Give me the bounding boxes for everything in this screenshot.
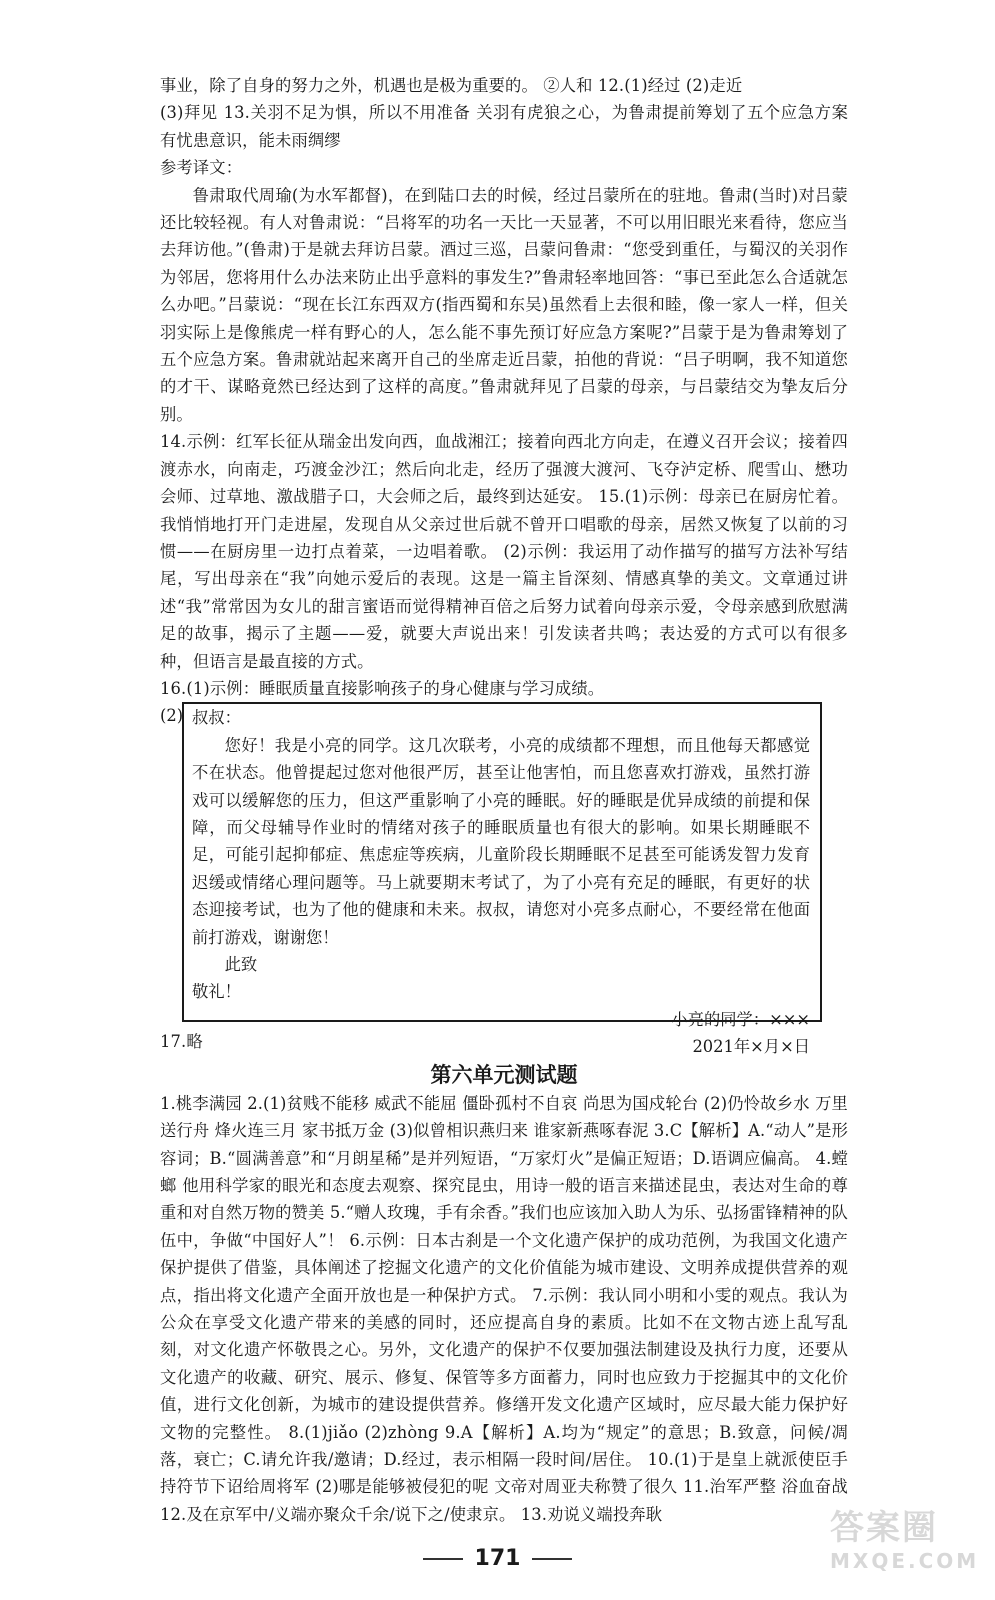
letter-box [182, 702, 822, 1057]
watermark-logo [830, 1500, 980, 1590]
letter-label: (2) [160, 706, 184, 726]
page-number: 171 [474, 1546, 521, 1571]
section-answers: 1.桃李满园 2.(1)贫贱不能移 威武不能屈 僵卧孤村不自哀 尚思为国戍轮台 (2)仍怜故乡水 万里送行舟 烽火连三月 家书抵万金 (3)似曾相识燕归来 谁家新燕啄春泥 3.C【解析】A.“动人”是形容词；B.“圆满善意”和“月朗星稀”是并列短语，“万家灯火”是偏正短语；D.语调应偏高。 4.螳螂 他用科学家的眼光和态度去观察、探究昆虫，用诗一般的语言来描述昆虫，表达对生命的尊重和对自然万物的赞美 5.“赠人玫瑰，手有余香。”我们也应该加入助人为乐、弘扬雷锋精神的队伍中，争做“中国好人”！ 6.示例：日本古刹是一个文化遗产保护的成功范例，为我国文化遗产保护提供了借鉴，具体阐述了挖掘文化遗产的文化价值能为城市建设、文明养成提供营养的观点，指出将文化遗产全面开放也是一种保护方式。 7.示例：我认同小明和小雯的观点。我认为公众在享受文化遗产带来的美感的同时，还应提高自身的素质。比如不在文物古迹上乱写乱刻，对文化遗产怀敬畏之心。另外，文化遗产的保护不仅要加强法制建设及执行力度，还要从文化遗产的收藏、研究、展示、修复、保管等多方面蓄力，同时也应致力于挖掘其中的文化价值，进行文化创新，为城市的建设提供营养。修缮开发文化遗产区域时，应尽最大能力保护好文物的完整性。 8.(1)jiǎo (2)zhòng 9.A【解析】A.均为“规定”的意思；B.致意，问候/凋落，衰亡；C.请允许我/邀请；D.经过，表示相隔一段时间/居住。 10.(1)于是皇上就派使臣手持符节下诏给周将军 (2)哪是能够被侵犯的呢 文帝对周亚夫称赞了很久 11.治军严整 浴血奋战 12.及在京军中/义端亦聚众千余/说下之/使隶京。 13.劝说义端投奔耿 [160, 1093, 848, 1524]
letter-date: 2021年×月×日 [692, 1037, 810, 1057]
answer-line-2: (3)拜见 13.关羽不足为惧，所以不用准备 关羽有虎狼之心，为鲁肃提前筹划了五个应急方案 有忧患意识，能未雨绸缪 [160, 103, 848, 150]
reference-translation: 鲁肃取代周瑜(为水军都督)，在到陆口去的时候，经过吕蒙所在的驻地。鲁肃(当时)对吕蒙还比较轻视。有人对鲁肃说：“吕将军的功名一天比一天显著，不可以用旧眼光来看待，您应当去拜访他。”(鲁肃)于是就去拜访吕蒙。酒过三巡，吕蒙问鲁肃：“您受到重任，与蜀汉的关羽作为邻居，您将用什么办法来防止出乎意料的事发生?”鲁肃轻率地回答：“事已至此怎么合适就怎么办吧。”吕蒙说：“现在长江东西双方(指西蜀和东吴)虽然看上去很和睦，像一家人一样，但关羽实际上是像熊虎一样有野心的人，怎么能不事先预订好应急方案呢?”吕蒙于是为鲁肃筹划了五个应急方案。鲁肃就站起来离开自己的坐席走近吕蒙，拍他的背说：“吕子明啊，我不知道您的才干、谋略竟然已经达到了这样的高度。”鲁肃就拜见了吕蒙的母亲，与吕蒙结交为挚友后分别。 [160, 185, 848, 424]
answer-14-15: 14.示例：红军长征从瑞金出发向西，血战湘江；接着向西北方向走，在遵义召开会议；接着四渡赤水，向南走，巧渡金沙江；然后向北走，经历了强渡大渡河、飞夺泸定桥、爬雪山、懋功会师、过草地、激战腊子口，大会师之后，最终到达延安。 15.(1)示例：母亲已在厨房忙着。我悄悄地打开门走进屋，发现自从父亲过世后就不曾开口唱歌的母亲，居然又恢复了以前的习惯——在厨房里一边打点着菜，一边唱着歌。 (2)示例：我运用了动作描写的描写方法补写结尾，写出母亲在“我”向她示爱后的表现。这是一篇主旨深刻、情感真挚的美文。文章通过讲述“我”常常因为女儿的甜言蜜语而觉得精神百倍之后努力试着向母亲示爱，令母亲感到欣慰满足的故事，揭示了主题——爱，就要大声说出来！引发读者共鸣；表达爱的方式可以有很多种，但语言是最直接的方式。 [160, 432, 848, 671]
answer-line-1: 事业，除了自身的努力之外，机遇也是极为重要的。 ②人和 12.(1)经过 (2)走近 [160, 76, 743, 95]
section-heading: 第六单元测试题 [430, 1062, 578, 1087]
answer-16-1: 16.(1)示例：睡眠质量直接影响孩子的身心健康与学习成绩。 [160, 678, 605, 698]
letter-body: 您好！我是小亮的同学。这几次联考，小亮的成绩都不理想，而且他每天都感觉不在状态。他曾提起过您对他很严厉，甚至让他害怕，而且您喜欢打游戏，虽然打游戏可以缓解您的压力，但这严重影响了小亮的睡眠。好的睡眠是优异成绩的前提和保障，而父母辅导作业时的情绪对孩子的睡眠质量也有很大的影响。如果长期睡眠不足，可能引起抑郁症、焦虑症等疾病，儿童阶段长期睡眠不足甚至可能诱发智力发育迟缓或情绪心理问题等。马上就要期末考试了，为了小亮有充足的睡眠，有更好的状态迎接考试，也为了他的健康和未来。叔叔，请您对小亮多点耐心，不要经常在他面前打游戏，谢谢您！ [192, 735, 810, 947]
page-content [160, 72, 848, 1528]
letter-signature: 小亮的同学：××× [671, 1009, 810, 1029]
footer-dash-left [423, 1558, 463, 1560]
watermark-en: MXQE.COM [830, 1549, 980, 1573]
answer-17: 17.略 [160, 1032, 203, 1052]
letter-closing-1: 此致 [224, 955, 258, 974]
letter-closing-2: 敬礼！ [192, 982, 241, 1002]
watermark-cn: 答案圈 [830, 1508, 938, 1548]
letter-salutation: 叔叔： [192, 708, 241, 728]
reference-translation-label: 参考译文： [160, 158, 243, 178]
footer-dash-right [532, 1558, 572, 1560]
